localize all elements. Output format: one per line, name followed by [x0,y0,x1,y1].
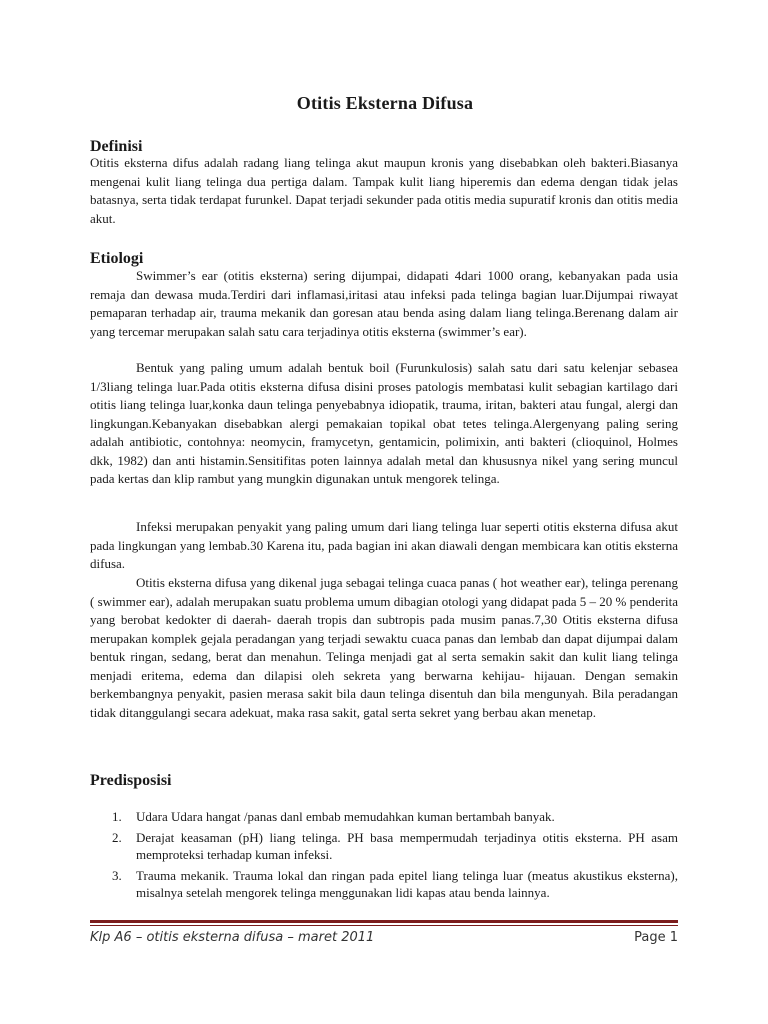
footer-rule-thin [90,925,678,926]
paragraph-etiologi-1: Swimmer’s ear (otitis eksterna) sering dijumpai, didapati 4dari 1000 orang, kebanyakan pada usia remaja dan dewasa muda.Terdiri dari inflamasi,iritasi atau infeksi pada telinga bagian luar.Dijumpai riwayat pemaparan terhadap air, trauma mekanik dan goresan atau benda asing dalam liang telinga.Berenang dalam air yang tercemar merupakan salah satu cara terjadinya otitis eksterna (swimmer’s ear). [90,268,678,339]
list-item [112,808,678,826]
list-item [112,829,678,864]
paragraph-etiologi-3: Infeksi merupakan penyakit yang paling umum dari liang telinga luar seperti otitis eksterna difusa akut pada lingkungan yang lembab.30 Karena itu, pada bagian ini akan diawali dengan membicara kan otitis eksterna difusa. [90,519,678,571]
list-item-text: Udara Udara hangat /panas danl embab memudahkan kuman bertambah banyak. [136,809,555,824]
list-item-number: 2. [112,829,122,845]
paragraph-etiologi-2: Bentuk yang paling umum adalah bentuk boil (Furunkulosis) salah satu dari satu kelenjar sebasea 1/3liang telinga luar.Pada otitis eksterna difusa disini proses patologis membatasi kulit sebagian kartilago dari otitis liang telinga luar,konka daun telinga penyebabnya idiopatik, trauma, iritan, bakteri atau fungal, alergi dan lingkungan.Kebanyakan disebabkan alergi pemakaian topikal obat tetes telinga.Alergenyang paling sering adalah antibiotic, contohnya: neomycin, framycetyn, gentamicin, polimixin, anti bakteri (clioquinol, Holmes dkk, 1982) dan anti histamin.Sensitifitas poten lainnya adalah metal dan khususnya nikel yang sering muncul pada kertas dan klip rambut yang mungkin digunakan untuk mengorek telinga. [90,360,678,486]
list-item-number: 1. [112,809,122,824]
footer-rule-thick [90,920,678,923]
heading-predisposisi: Predisposisi [90,772,172,789]
page-title: Otitis Eksterna Difusa [296,93,474,113]
list-item-number: 3. [112,867,122,883]
paragraph-etiologi-4: Otitis eksterna difusa yang dikenal juga sebagai telinga cuaca panas ( hot weather ear), telinga perenang ( swimmer ear), adalah merupakan suatu problema umum dibagian otologi yang didapat pada 5 – 20 % penderita yang berobat kedokter di daerah- daerah tropis dan subtropis pada musim panas.7,30 Otitis eksterna difusa merupakan komplek gejala peradangan yang terjadi sewaktu cuaca panas dan lembab dan dapat dijumpai dalam bentuk ringan, sedang, berat dan menahun. Telinga menjadi gat al serta semakin sakit dan kulit liang telinga menjadi eritema, edema dan dilapisi oleh sekreta yang berwarna kehijau- hijauan. Dengan semakin berkembangnya penyakit, pasien merasa sakit bila daun telinga disentuh dan bila mengunyah. Bila peradangan tidak ditanggulangi secara adekuat, maka rasa sakit, gatal serta sekret yang berbau akan menetap. [90,575,678,720]
paragraph-definisi: Otitis eksterna difus adalah radang liang telinga akut maupun kronis yang disebabkan oleh bakteri.Biasanya mengenai kulit liang telinga dua pertiga dalam. Tampak kulit liang hiperemis dan edema dengan tidak jelas batasnya, serta tidak terdapat furunkel. Dapat terjadi sekunder pada otitis media supuratif kronis dan otitis media akut. [90,155,678,226]
list-item-text: Trauma mekanik. Trauma lokal dan ringan pada epitel liang telinga luar (meatus akustikus eksterna), misalnya setelah mengorek telinga menggunakan lidi kapas atau benda lainnya. [136,867,678,900]
footer-title: Klp A6 – otitis eksterna difusa – maret 2011 [90,930,375,945]
predisposisi-list [112,808,678,905]
page-number: Page 1 [634,930,678,945]
heading-definisi: Definisi [90,138,143,155]
list-item-text: Derajat keasaman (pH) liang telinga. PH basa mempermudah terjadinya otitis eksterna. PH asam memproteksi terhadap kuman infeksi. [136,829,678,862]
heading-etiologi: Etiologi [90,250,144,267]
list-item [112,867,678,902]
